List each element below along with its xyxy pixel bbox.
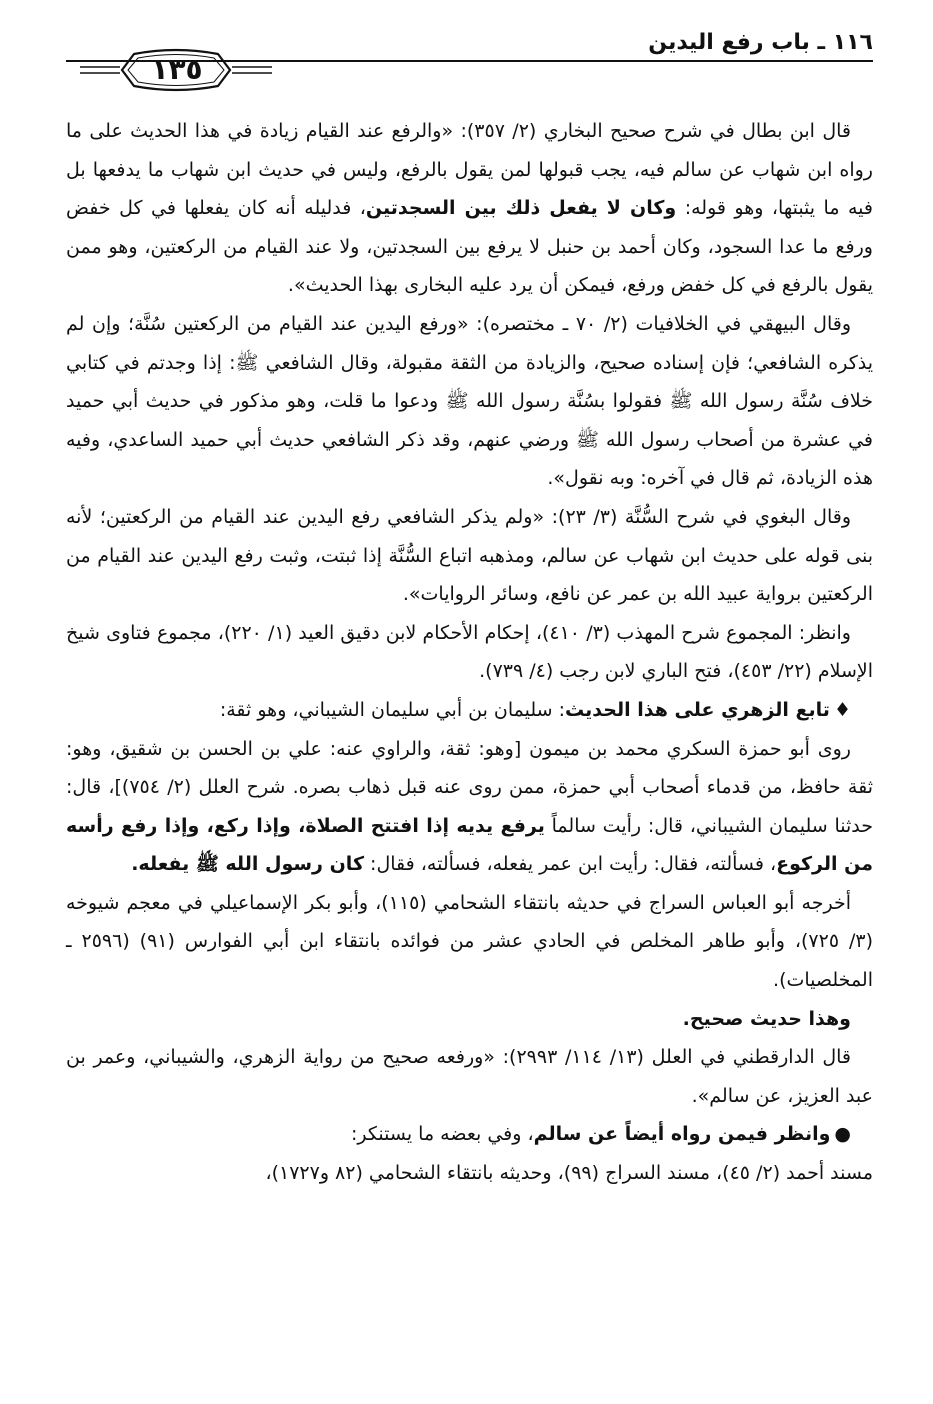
paragraph	[66, 1154, 873, 1193]
text-run: ، وفي بعضه ما يستنكر:	[351, 1123, 534, 1146]
text-run: ، فدليله أنه كان يفعلها في كل خفض ورفع ما عدا السجود، وكان أحمد بن حنبل لا يرفع بين السجدتين، ولا عند القيام من الركعتين، وهو ممن يقول بالرفع في كل خفض ورفع، فيمكن أن يرد عليه البخارى بهذا الحديث».	[66, 197, 873, 297]
paragraph	[66, 1115, 873, 1154]
paragraph	[66, 498, 873, 614]
bold-text: كان رسول الله ﷺ يفعله.	[131, 853, 364, 876]
bullet-icon: ●	[834, 1123, 851, 1146]
text-run: وقال البغوي في شرح السُّنَّة (٣/ ٢٣): «ولم يذكر الشافعي رفع اليدين عند القيام من الركعتين؛ لأنه بنى قوله على حديث ابن شهاب عن سالم، ومذهبه اتباع السُّنَّة إذا ثبتت، وثبت رفع اليدين عند القيام من الركعتين برواية عبيد الله بن عمر عن نافع، وسائر الروايات».	[66, 505, 873, 606]
text-run: وقال البيهقي في الخلافيات (٢/ ٧٠ ـ مختصره): «ورفع اليدين عند القيام من الركعتين سُنَّة؛ وإن لم يذكره الشافعي؛ فإن إسناده صحيح، والزيادة من الثقة مقبولة، وقال الشافعي ﷺ: إذا وجدتم في كتابي خلاف سُنَّة رسول الله ﷺ فقولوا بسُنَّة رسول الله ﷺ ودعوا ما قلت، وهو مذكور في حديث أبي حميد في عشرة من أصحاب رسول الله ﷺ ورضي عنهم، وقد ذكر الشافعي حديث أبي حميد الساعدي، وفيه هذه الزيادة، ثم قال في آخره: وبه نقول».	[66, 312, 873, 490]
paragraph	[66, 691, 873, 730]
bullet-icon: ♦	[833, 698, 851, 721]
bold-text: تابع الزهري على هذا الحديث	[565, 698, 830, 721]
hadith-number: ١٣٥	[151, 53, 203, 86]
text-run: قال الدارقطني في العلل (١٣/ ١١٤/ ٢٩٩٣): «ورفعه صحيح من رواية الزهري، والشيباني، وعمر بن عبد العزيز، عن سالم».	[66, 1046, 873, 1107]
text-run: مسند أحمد (٢/ ٤٥)، مسند السراج (٩٩)، وحديثه بانتقاء الشحامي (٨٢ و١٧٢٧)،	[265, 1162, 873, 1185]
hadith-number-ornament	[76, 48, 276, 92]
text-run: : سليمان بن أبي سليمان الشيباني، وهو ثقة:	[219, 698, 566, 721]
paragraph	[66, 884, 873, 1000]
book-page	[66, 28, 873, 1364]
bold-text: وانظر فيمن رواه أيضاً عن سالم	[533, 1123, 831, 1146]
bold-text: يرفع يديه إذا افتتح الصلاة، وإذا ركع، وإذا رفع رأسه من الركوع	[66, 814, 873, 876]
paragraph	[66, 112, 873, 305]
bold-text: وهذا حديث صحيح.	[682, 1007, 851, 1030]
text-run: روى أبو حمزة السكري محمد بن ميمون [وهو: ثقة، والراوي عنه: علي بن الحسن بن شقيق، وهو: ثقة حافظ، من قدماء أصحاب أبي حمزة، ممن روى عنه قبل ذهاب بصره. شرح العلل (٢/ ٧٥٤)]، قال: حدثنا سليمان الشيباني، قال: رأيت سالماً	[66, 737, 873, 837]
paragraph	[66, 1038, 873, 1115]
paragraph	[66, 614, 873, 691]
bold-text: وكان لا يفعل ذلك بين السجدتين	[365, 197, 677, 220]
text-run: ، فسألته، فقال: رأيت ابن عمر يفعله، فسألته، فقال:	[364, 853, 777, 876]
text-run: أخرجه أبو العباس السراج في حديثه بانتقاء الشحامي (١١٥)، وأبو بكر الإسماعيلي في معجم شيوخه (٣/ ٧٢٥)، وأبو طاهر المخلص في الحادي عشر من فوائده بانتقاء ابن أبي الفوارس (٩١) (٢٥٩٦ ـ المخلصيات).	[66, 891, 873, 992]
paragraph	[66, 305, 873, 498]
paragraph	[66, 1000, 873, 1039]
text-run: قال ابن بطال في شرح صحيح البخاري (٢/ ٣٥٧): «والرفع عند القيام زيادة في هذا الحديث على ما رواه ابن شهاب عن سالم فيه، يجب قبولها لمن يقول بالرفع، وليس في حديث ابن شهاب ما يدفعها بل فيه ما يثبتها، وهو قوله:	[66, 120, 873, 220]
text-run: وانظر: المجموع شرح المهذب (٣/ ٤١٠)، إحكام الأحكام لابن دقيق العيد (١/ ٢٢٠)، مجموع فتاوى شيخ الإسلام (٢٢/ ٤٥٣)، فتح الباري لابن رجب (٤/ ٧٣٩).	[66, 621, 873, 683]
paragraph	[66, 730, 873, 884]
page-body	[66, 112, 873, 1193]
running-title: ١١٦ ـ باب رفع اليدين	[648, 30, 873, 55]
